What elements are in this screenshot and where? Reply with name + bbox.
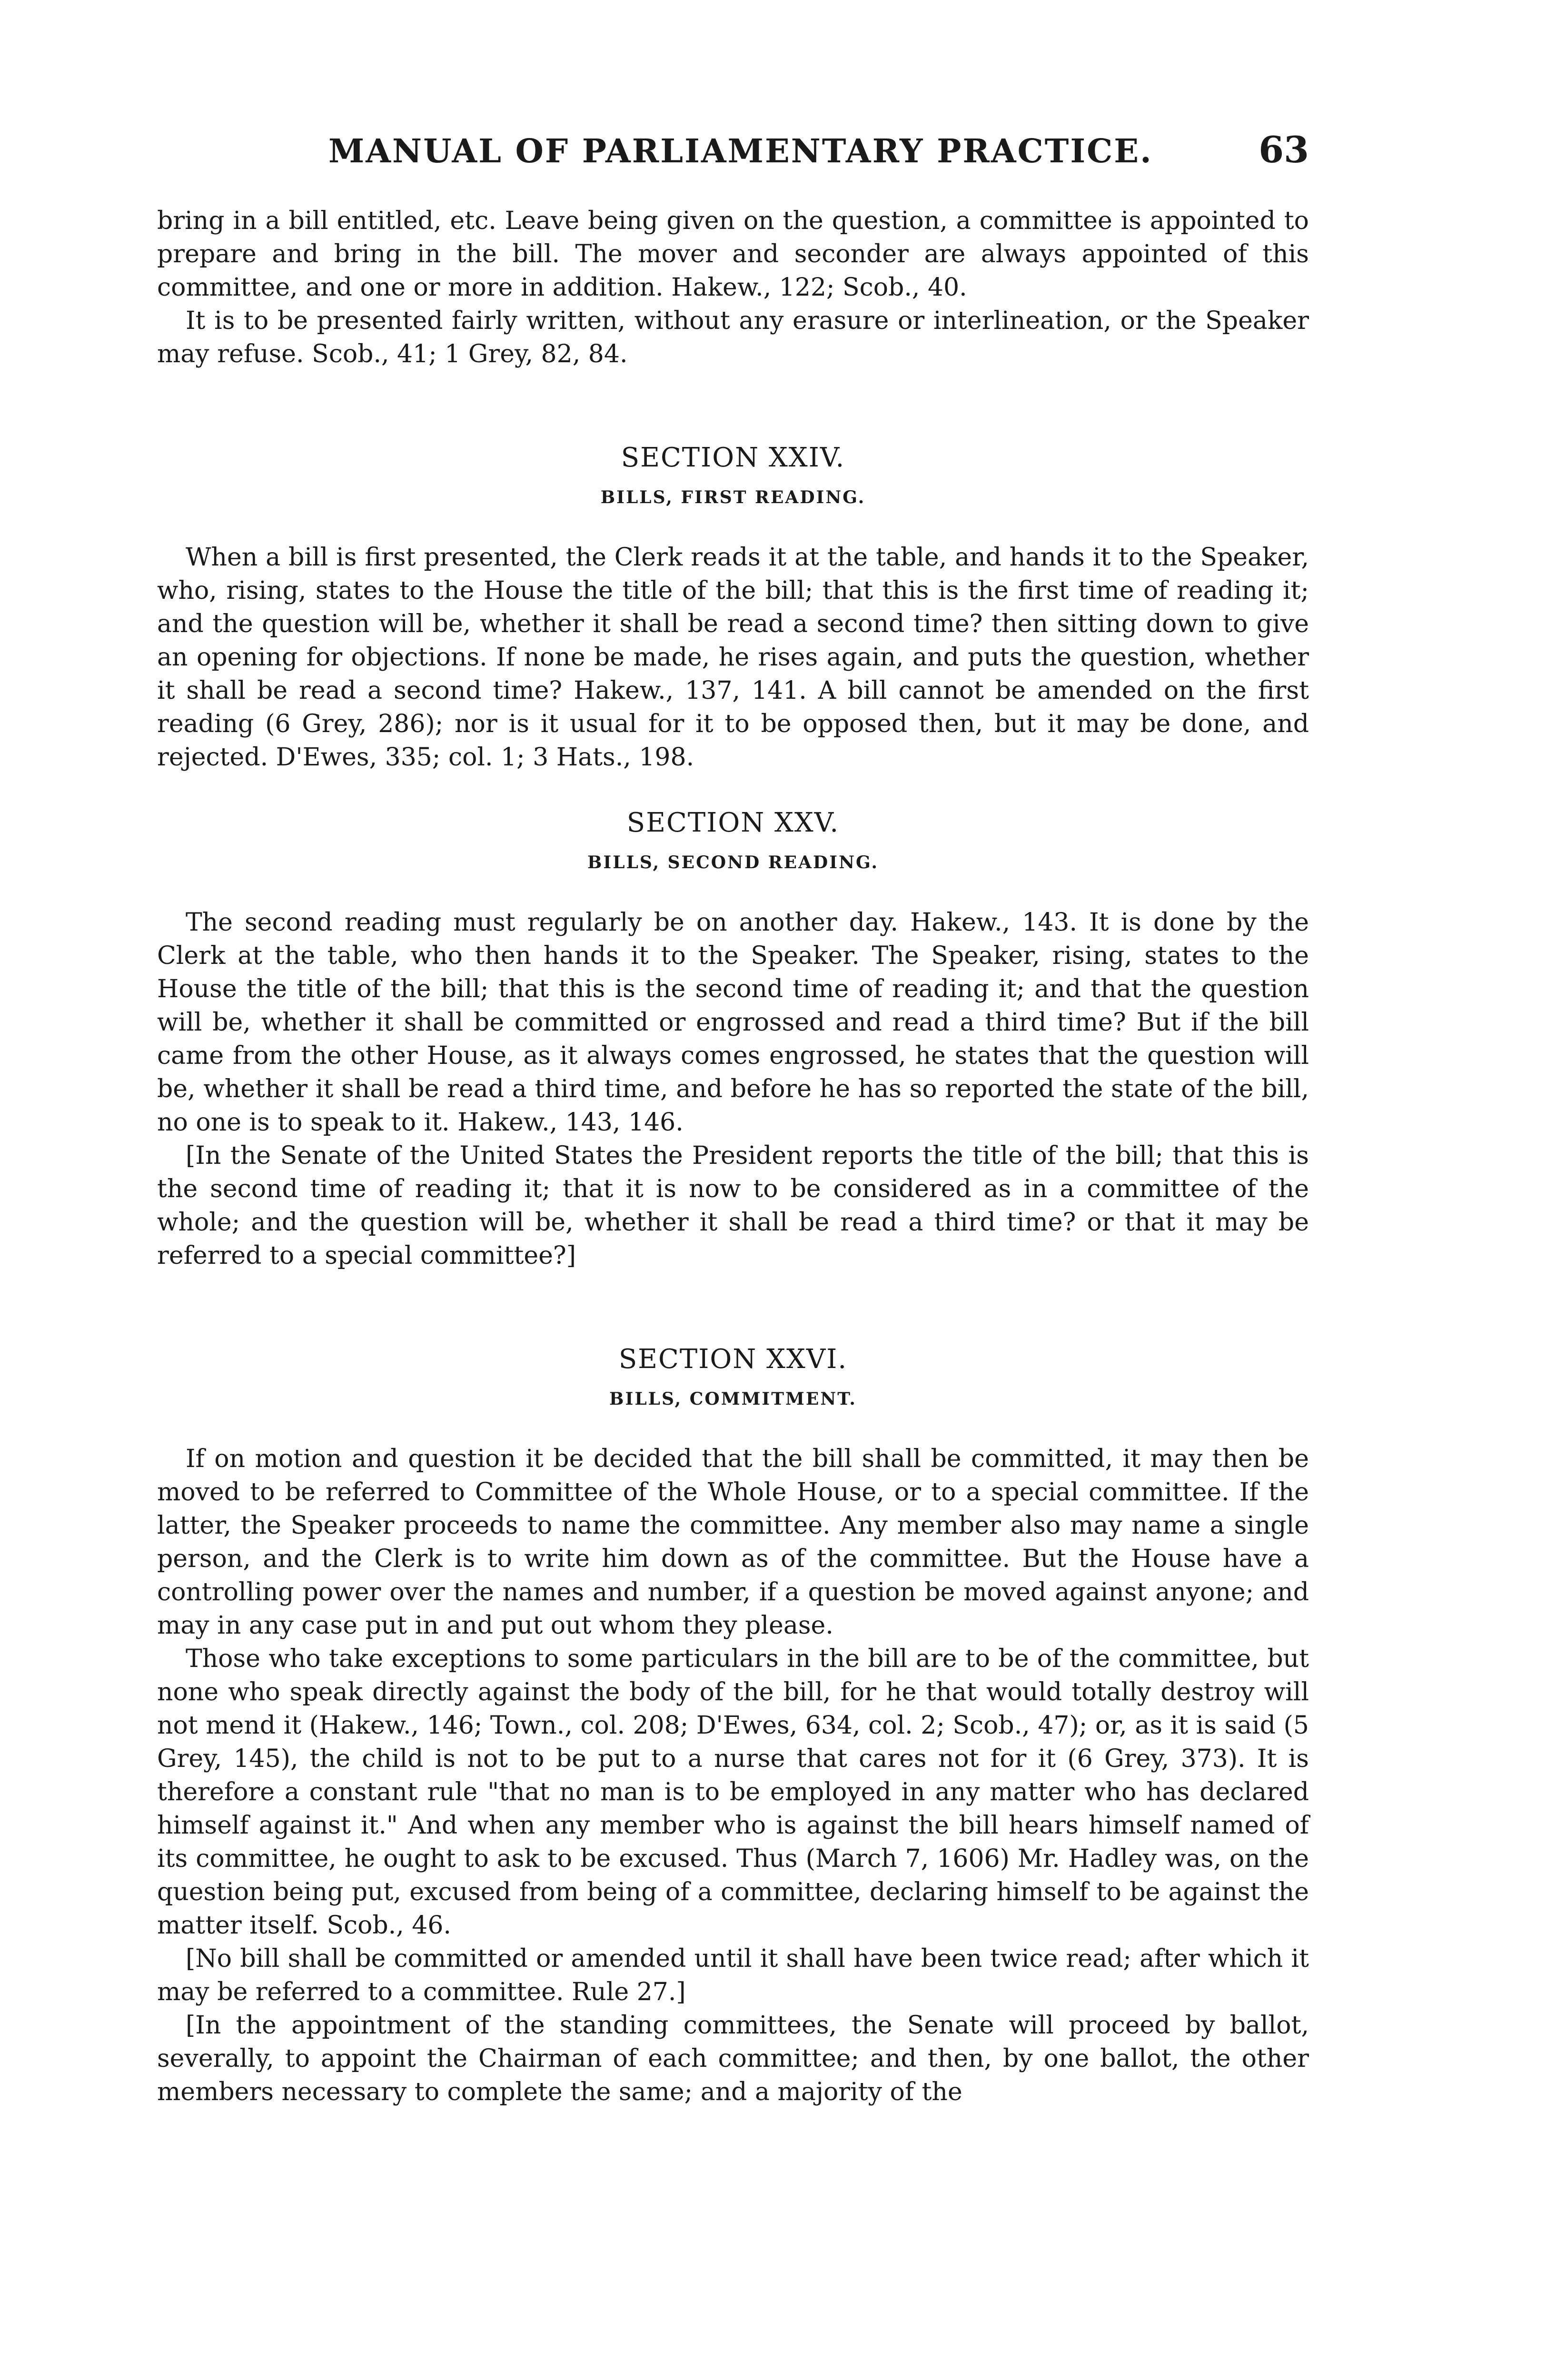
rule-note-paragraph: [No bill shall be committed or amended until it shall have been twice read; after which it may be referred to a committee. Rule 27.] [157, 1944, 1309, 2006]
section-title: SECTION XXIV. [621, 442, 845, 473]
section-24 [157, 442, 1309, 774]
body-paragraph: Those who take exceptions to some particulars in the bill are to be of the committee, but none who speak directly against the body of the bill, for he that would totally destroy will not mend it (Hakew., 146; Town., col. 208; D'Ewes, 634, col. 2; Scob., 47); or, as it is said (5 Grey, 145), the child is not to be put to a nurse that cares not for it (6 Grey, 373). It is therefore a constant rule "that no man is to be employed in any matter who has declared himself against it." And when any member who is against the bill hears himself named of its committee, he ought to ask to be excused. Thus (March 7, 1606) Mr. Hadley was, on the question being put, excused from being of a committee, declaring himself to be against the matter itself. Scob., 46. [157, 1645, 1309, 1940]
running-head [328, 129, 1309, 171]
section-subtitle: BILLS, FIRST READING. [600, 487, 866, 507]
section-title: SECTION XXV. [626, 807, 840, 838]
section-subtitle: BILLS, COMMITMENT. [609, 1389, 857, 1409]
senate-note-paragraph: [In the appointment of the standing committees, the Senate will proceed by ballot, severally, to appoint the Chairman of each committee; and then, by one ballot, the other members necessary to complete the same; and a majority of the [157, 2011, 1309, 2106]
section-25 [157, 807, 1309, 1272]
running-title: MANUAL OF PARLIAMENTARY PRACTICE. [328, 132, 1153, 170]
section-subtitle: BILLS, SECOND READING. [587, 853, 879, 873]
section-title: SECTION XXVI. [618, 1344, 848, 1375]
body-paragraph: The second reading must regularly be on another day. Hakew., 143. It is done by the Clerk at the table, who then hands it to the Speaker. The Speaker, rising, states to the House the title of the bill; that this is the second time of reading it; and that the question will be, whether it shall be committed or engrossed and read a third time? But if the bill came from the other House, as it always comes engrossed, he states that the question will be, whether it shall be read a third time, and before he has so reported the state of the bill, no one is to speak to it. Hakew., 143, 146. [157, 908, 1309, 1137]
page-number: 63 [1259, 129, 1309, 171]
section-26 [157, 1344, 1309, 2109]
body-paragraph: When a bill is first presented, the Clerk reads it at the table, and hands it to the Speaker, who, rising, states to the House the title of the bill; that this is the first time of reading it; and the question will be, whether it shall be read a second time? then sitting down to give an opening for objections. If none be made, he rises again, and puts the question, whether it shall be read a second time? Hakew., 137, 141. A bill cannot be amended on the first reading (6 Grey, 286); nor is it usual for it to be opposed then, but it may be done, and rejected. D'Ewes, 335; col. 1; 3 Hats., 198. [157, 543, 1309, 772]
intro-paragraph: It is to be presented fairly written, without any erasure or interlineation, or the Speaker may refuse. Scob., 41; 1 Grey, 82, 84. [157, 307, 1309, 368]
intro-paragraph: bring in a bill entitled, etc. Leave being given on the question, a committee is appointed to prepare and bring in the bill. The mover and seconder are always appointed of this committee, and one or more in addition. Hakew., 122; Scob., 40. [157, 207, 1309, 302]
senate-note-paragraph: [In the Senate of the United States the President reports the title of the bill; that this is the second time of reading it; that it is now to be considered as in a committee of the whole; and the question will be, whether it shall be read a third time? or that it may be referred to a special committee?] [157, 1141, 1309, 1270]
body-paragraph: If on motion and question it be decided that the bill shall be committed, it may then be moved to be referred to Committee of the Whole House, or to a special committee. If the latter, the Speaker proceeds to name the committee. Any member also may name a single person, and the Clerk is to write him down as of the committee. But the House have a controlling power over the names and number, if a question be moved against anyone; and may in any case put in and put out whom they please. [157, 1445, 1309, 1640]
book-page [157, 129, 1309, 2109]
